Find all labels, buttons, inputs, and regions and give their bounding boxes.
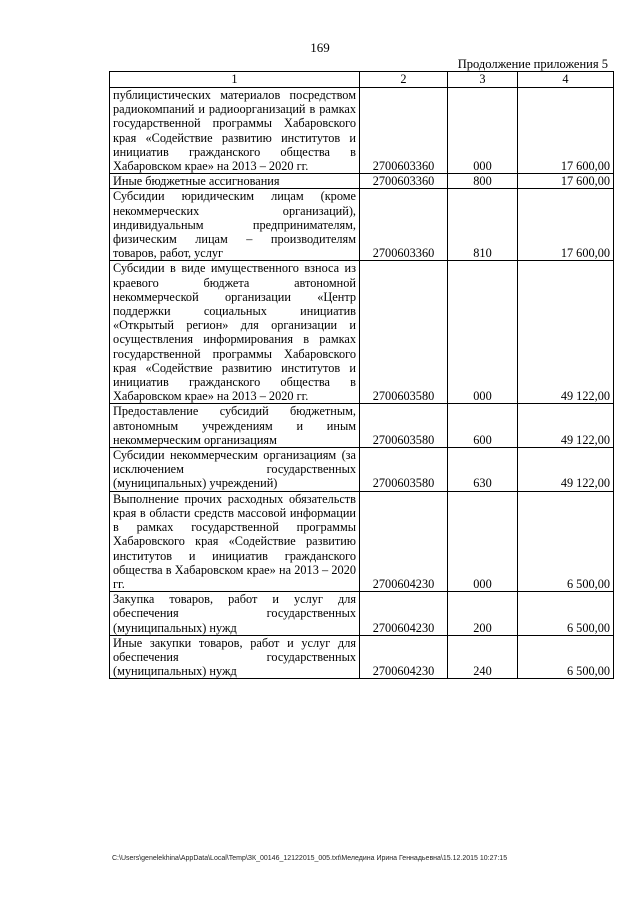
row-target-code: 2700604230 (360, 635, 448, 679)
table-row (110, 491, 614, 591)
row-description: Иные бюджетные ассигнования (110, 174, 360, 189)
row-target-code: 2700604230 (360, 491, 448, 591)
table-row (110, 261, 614, 404)
column-header-2: 2 (360, 72, 448, 88)
row-description: Иные закупки товаров, работ и услуг для обеспечения государственных (муниципальных) нужд (110, 635, 360, 679)
row-expense-type: 630 (448, 448, 518, 492)
row-description: публицистических материалов посредством радиокомпаний и радиоорганизаций в рамках государственной программы Хабаровского края «Содействие развитию институтов и инициатив гражданского общества в Хабаровском крае» на 2013 – 2020 гг. (110, 88, 360, 174)
row-expense-type: 600 (448, 404, 518, 448)
page-number: 169 (310, 40, 330, 55)
row-description: Предоставление субсидий бюджетным, автономным учреждениям и иным некоммерческим организациям (110, 404, 360, 448)
row-description: Субсидии юридическим лицам (кроме некоммерческих организаций), индивидуальным предпринимателям, физическим лицам – производителям товаров, работ, услуг (110, 189, 360, 261)
table-row (110, 592, 614, 636)
column-header-4: 4 (518, 72, 614, 88)
table-row (110, 189, 614, 261)
row-amount: 49 122,00 (518, 261, 614, 404)
column-header-3: 3 (448, 72, 518, 88)
row-description: Закупка товаров, работ и услуг для обеспечения государственных (муниципальных) нужд (110, 592, 360, 636)
table-row (110, 635, 614, 679)
row-target-code: 2700603580 (360, 404, 448, 448)
row-amount: 6 500,00 (518, 635, 614, 679)
row-amount: 17 600,00 (518, 174, 614, 189)
table-row (110, 174, 614, 189)
row-target-code: 2700603360 (360, 88, 448, 174)
continuation-label: Продолжение приложения 5 (457, 57, 608, 71)
row-amount: 6 500,00 (518, 491, 614, 591)
row-expense-type: 810 (448, 189, 518, 261)
row-expense-type: 240 (448, 635, 518, 679)
row-description: Субсидии некоммерческим организациям (за исключением государственных (муниципальных) учреждений) (110, 448, 360, 492)
budget-table (109, 71, 614, 679)
table-row (110, 88, 614, 174)
row-expense-type: 000 (448, 261, 518, 404)
row-amount: 49 122,00 (518, 448, 614, 492)
table-row (110, 404, 614, 448)
row-target-code: 2700603360 (360, 174, 448, 189)
row-amount: 17 600,00 (518, 88, 614, 174)
table-header-row (110, 72, 614, 88)
row-description: Субсидии в виде имущественного взноса из краевого бюджета автономной некоммерческой организации «Центр поддержки социальных инициатив «Открытый регион» для организации и осуществления информирования в рамках государственной программы Хабаровского края «Содействие развитию институтов и инициатив гражданского общества в Хабаровском крае» на 2013 – 2020 гг. (110, 261, 360, 404)
row-expense-type: 800 (448, 174, 518, 189)
row-target-code: 2700603360 (360, 189, 448, 261)
table-row (110, 448, 614, 492)
row-target-code: 2700604230 (360, 592, 448, 636)
column-header-1: 1 (110, 72, 360, 88)
row-expense-type: 000 (448, 88, 518, 174)
file-path-footer: C:\Users\genelekhina\AppData\Local\Temp\ЗК_00146_12122015_005.txt\Меледина Ирина Геннадьевна\15.12.2015 10:27:15 (112, 855, 508, 862)
row-expense-type: 200 (448, 592, 518, 636)
row-description: Выполнение прочих расходных обязательств края в области средств массовой информации в рамках государственной программы Хабаровского края «Содействие развитию институтов и инициатив гражданского общества в Хабаровском крае» на 2013 – 2020 гг. (110, 491, 360, 591)
row-amount: 49 122,00 (518, 404, 614, 448)
row-target-code: 2700603580 (360, 261, 448, 404)
row-amount: 17 600,00 (518, 189, 614, 261)
row-amount: 6 500,00 (518, 592, 614, 636)
row-expense-type: 000 (448, 491, 518, 591)
row-target-code: 2700603580 (360, 448, 448, 492)
